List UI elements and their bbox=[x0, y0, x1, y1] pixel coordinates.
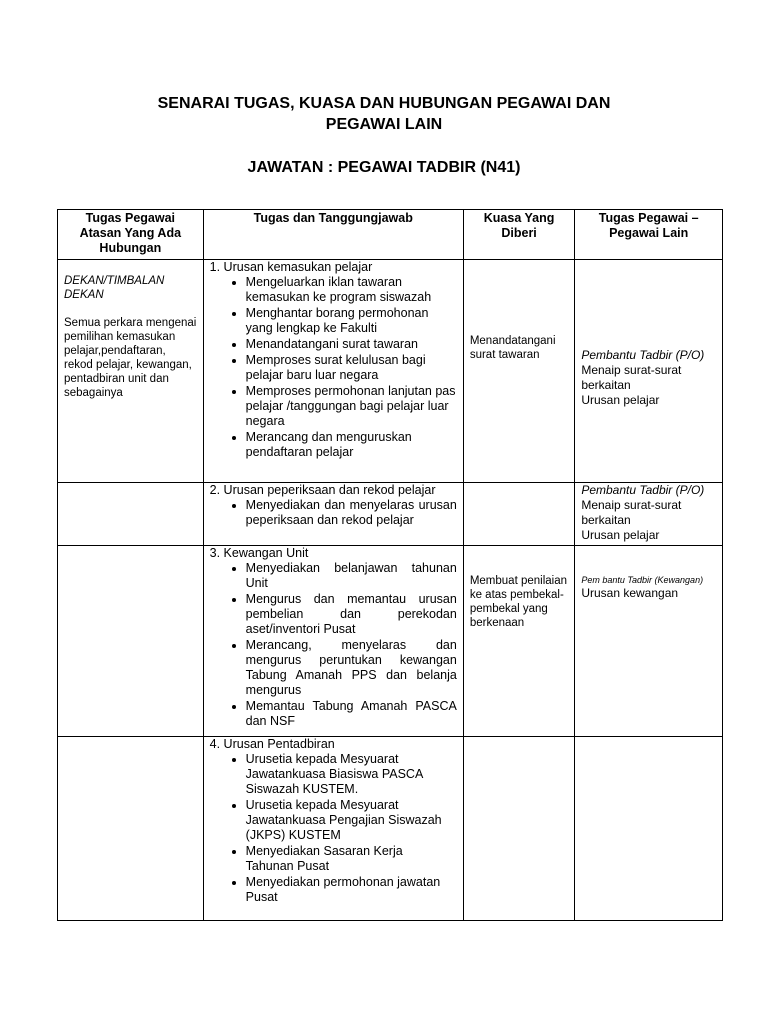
row4-authority-cell bbox=[463, 737, 575, 921]
list-item: • Menyediakan dan menyelaras urusan peperiksaan dan rekod pelajar bbox=[246, 498, 457, 528]
row4-duty-list bbox=[204, 752, 463, 905]
row4-duties-cell bbox=[203, 737, 463, 921]
row2-other-cell bbox=[575, 483, 723, 546]
row2-other-body1: Menaip surat-surat berkaitan bbox=[581, 498, 682, 527]
row1-section-heading: 1. Urusan kemasukan pelajar bbox=[209, 260, 373, 274]
list-item: • Merancang, menyelaras dan mengurus peruntukan kewangan Tabung Amanah PPS dan belanja mengurus bbox=[246, 638, 457, 698]
row3-authority-cell bbox=[463, 546, 575, 737]
header-responsibilities: Tugas dan Tanggungjawab bbox=[203, 210, 463, 260]
table-row bbox=[58, 260, 723, 483]
document-subtitle: JAWATAN : PEGAWAI TADBIR (N41) bbox=[247, 159, 521, 176]
list-item: • Menyediakan permohonan jawatan Pusat bbox=[246, 875, 449, 905]
row1-other-body1: Menaip surat-surat berkaitan bbox=[581, 363, 682, 392]
row1-other-title: Pembantu Tadbir (P/O) bbox=[581, 348, 705, 362]
row3-authority-text: Membuat penilaian ke atas pembekal-pembekal yang berkenaan bbox=[469, 575, 567, 629]
row1-superior-body: Semua perkara mengenai pemilihan kemasukan pelajar,pendaftaran, rekod pelajar, kewangan, pentadbiran unit dan sebagainya bbox=[64, 317, 197, 399]
header-other-officers: Tugas Pegawai – Pegawai Lain bbox=[575, 210, 723, 260]
row2-duty-list bbox=[204, 498, 463, 528]
list-item: • Memproses surat kelulusan bagi pelajar baru luar negara bbox=[246, 353, 457, 383]
row1-superior-title: DEKAN/TIMBALAN DEKAN bbox=[64, 275, 165, 301]
list-item: • Menandatangani surat tawaran bbox=[246, 337, 457, 352]
row3-duties-cell bbox=[203, 546, 463, 737]
list-item: • Urusetia kepada Mesyuarat Jawatankuasa Pengajian Siswazah (JKPS) KUSTEM bbox=[246, 798, 449, 843]
row1-authority-text: Menandatangani surat tawaran bbox=[469, 335, 556, 361]
document-title-line1: SENARAI TUGAS, KUASA DAN HUBUNGAN PEGAWAI DAN bbox=[157, 95, 611, 112]
row1-other-cell bbox=[575, 260, 723, 483]
row1-superior-cell bbox=[58, 260, 204, 483]
row1-duties-cell bbox=[203, 260, 463, 483]
duties-table bbox=[57, 209, 723, 921]
header-superior-duties: Tugas Pegawai Atasan Yang Ada Hubungan bbox=[58, 210, 204, 260]
row2-other-title: Pembantu Tadbir (P/O) bbox=[581, 483, 705, 497]
row3-other-cell bbox=[575, 546, 723, 737]
row3-superior-cell bbox=[58, 546, 204, 737]
row2-superior-cell bbox=[58, 483, 204, 546]
row4-superior-cell bbox=[58, 737, 204, 921]
table-row bbox=[58, 737, 723, 921]
row3-other-body1: Urusan kewangan bbox=[581, 586, 679, 600]
list-item: • Memproses permohonan lanjutan pas pelajar /tanggungan bagi pelajar luar negara bbox=[246, 384, 457, 429]
list-item: • Mengeluarkan iklan tawaran kemasukan ke program siswazah bbox=[246, 275, 457, 305]
table-row bbox=[58, 546, 723, 737]
list-item: • Menyediakan belanjawan tahunan Unit bbox=[246, 561, 457, 591]
row1-duty-list bbox=[204, 275, 463, 460]
row2-authority-cell bbox=[463, 483, 575, 546]
list-item: • Merancang dan menguruskan pendaftaran pelajar bbox=[246, 430, 457, 460]
table-header-row bbox=[58, 210, 723, 260]
row3-duty-list bbox=[204, 561, 463, 729]
row1-other-body2: Urusan pelajar bbox=[581, 393, 660, 407]
list-item: • Memantau Tabung Amanah PASCA dan NSF bbox=[246, 699, 457, 729]
list-item: • Menghantar borang permohonan yang lengkap ke Fakulti bbox=[246, 306, 457, 336]
row2-duties-cell bbox=[203, 483, 463, 546]
header-authority: Kuasa Yang Diberi bbox=[463, 210, 575, 260]
row3-other-title: Pem bantu Tadbir (Kewangan) bbox=[581, 575, 704, 585]
row1-authority-cell bbox=[463, 260, 575, 483]
table-row bbox=[58, 483, 723, 546]
list-item: • Urusetia kepada Mesyuarat Jawatankuasa Biasiswa PASCA Siswazah KUSTEM. bbox=[246, 752, 449, 797]
row2-other-body2: Urusan pelajar bbox=[581, 528, 660, 542]
row2-section-heading: 2. Urusan peperiksaan dan rekod pelajar bbox=[209, 483, 436, 497]
list-item: • Menyediakan Sasaran Kerja Tahunan Pusat bbox=[246, 844, 449, 874]
row4-section-heading: 4. Urusan Pentadbiran bbox=[209, 737, 335, 751]
row3-section-heading: 3. Kewangan Unit bbox=[209, 546, 309, 560]
document-title-line2: PEGAWAI LAIN bbox=[325, 116, 443, 133]
row4-other-cell bbox=[575, 737, 723, 921]
list-item: • Mengurus dan memantau urusan pembelian dan perekodan aset/inventori Pusat bbox=[246, 592, 457, 637]
